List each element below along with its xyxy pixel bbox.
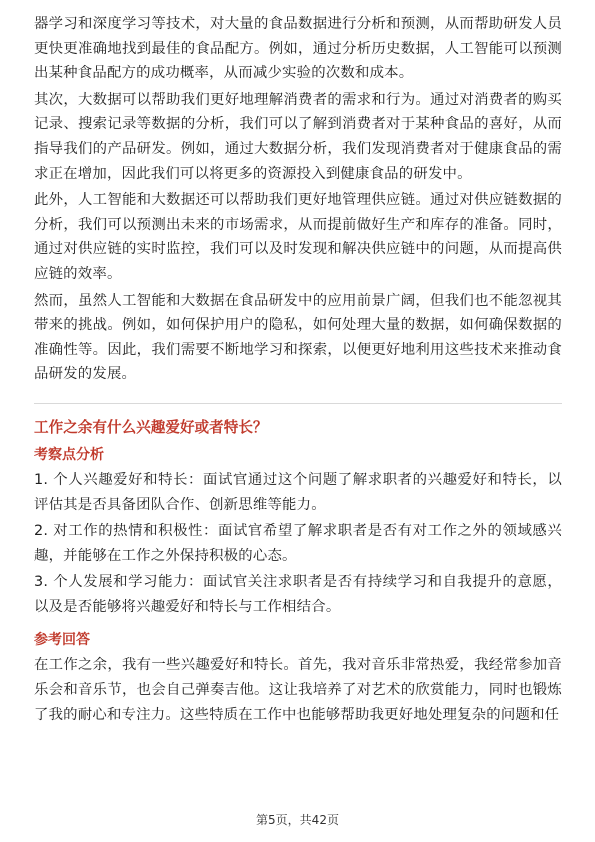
page-number: 第5页，共42页 [256,813,339,827]
answer-paragraph: 在工作之余，我有一些兴趣爱好和特长。首先，我对音乐非常热爱，我经常参加音乐会和音乐节，也会自己弹奏吉他。这让我培养了对艺术的欣赏能力，同时也锻炼了我的耐心和专注力。这些特质在工作中也能够帮助我更好地处理复杂的问题和任 [34,657,562,723]
section-divider [34,403,562,404]
analysis-item: 3. 个人发展和学习能力：面试官关注求职者是否有持续学习和自我提升的意愿，以及是否能够将兴趣爱好和特长与工作相结合。 [34,574,562,615]
body-paragraph: 然而，虽然人工智能和大数据在食品研发中的应用前景广阔，但我们也不能忽视其带来的挑战。例如，如何保护用户的隐私，如何处理大量的数据，如何确保数据的准确性等。因此，我们需要不断地学习和探索，以便更好地利用这些技术来推动食品研发的发展。 [34,292,562,383]
answer-heading: 参考回答 [34,632,90,649]
body-paragraph: 此外，人工智能和大数据还可以帮助我们更好地管理供应链。通过对供应链数据的分析，我们可以预测出未来的市场需求，从而提前做好生产和库存的准备。同时，通过对供应链的实时监控，我们可以及时发现和解决供应链中的问题，从而提高供应链的效率。 [34,192,562,282]
document-page [34,12,562,729]
analysis-item: 2. 对工作的热情和积极性：面试官希望了解求职者是否有对工作之外的领域感兴趣，并能够在工作之外保持积极的心态。 [34,523,562,564]
body-paragraph: 器学习和深度学习等技术，对大量的食品数据进行分析和预测，从而帮助研发人员更快更准确地找到最佳的食品配方。例如，通过分析历史数据，人工智能可以预测出某种食品配方的成功概率，从而减少实验的次数和成本。 [34,16,562,82]
analysis-heading: 考察点分析 [34,446,104,463]
question-title: 工作之余有什么兴趣爱好或者特长？ [34,418,268,436]
analysis-item: 1. 个人兴趣爱好和特长：面试官通过这个问题了解求职者的兴趣爱好和特长，以评估其是否具备团队合作、创新思维等能力。 [34,471,562,513]
body-paragraph: 其次，大数据可以帮助我们更好地理解消费者的需求和行为。通过对消费者的购买记录、搜索记录等数据的分析，我们可以了解到消费者对于某种食品的喜好，从而指导我们的产品研发。例如，通过大数据分析，我们发现消费者对于健康食品的需求正在增加，因此我们可以将更多的资源投入到健康食品的研发中。 [34,91,562,182]
